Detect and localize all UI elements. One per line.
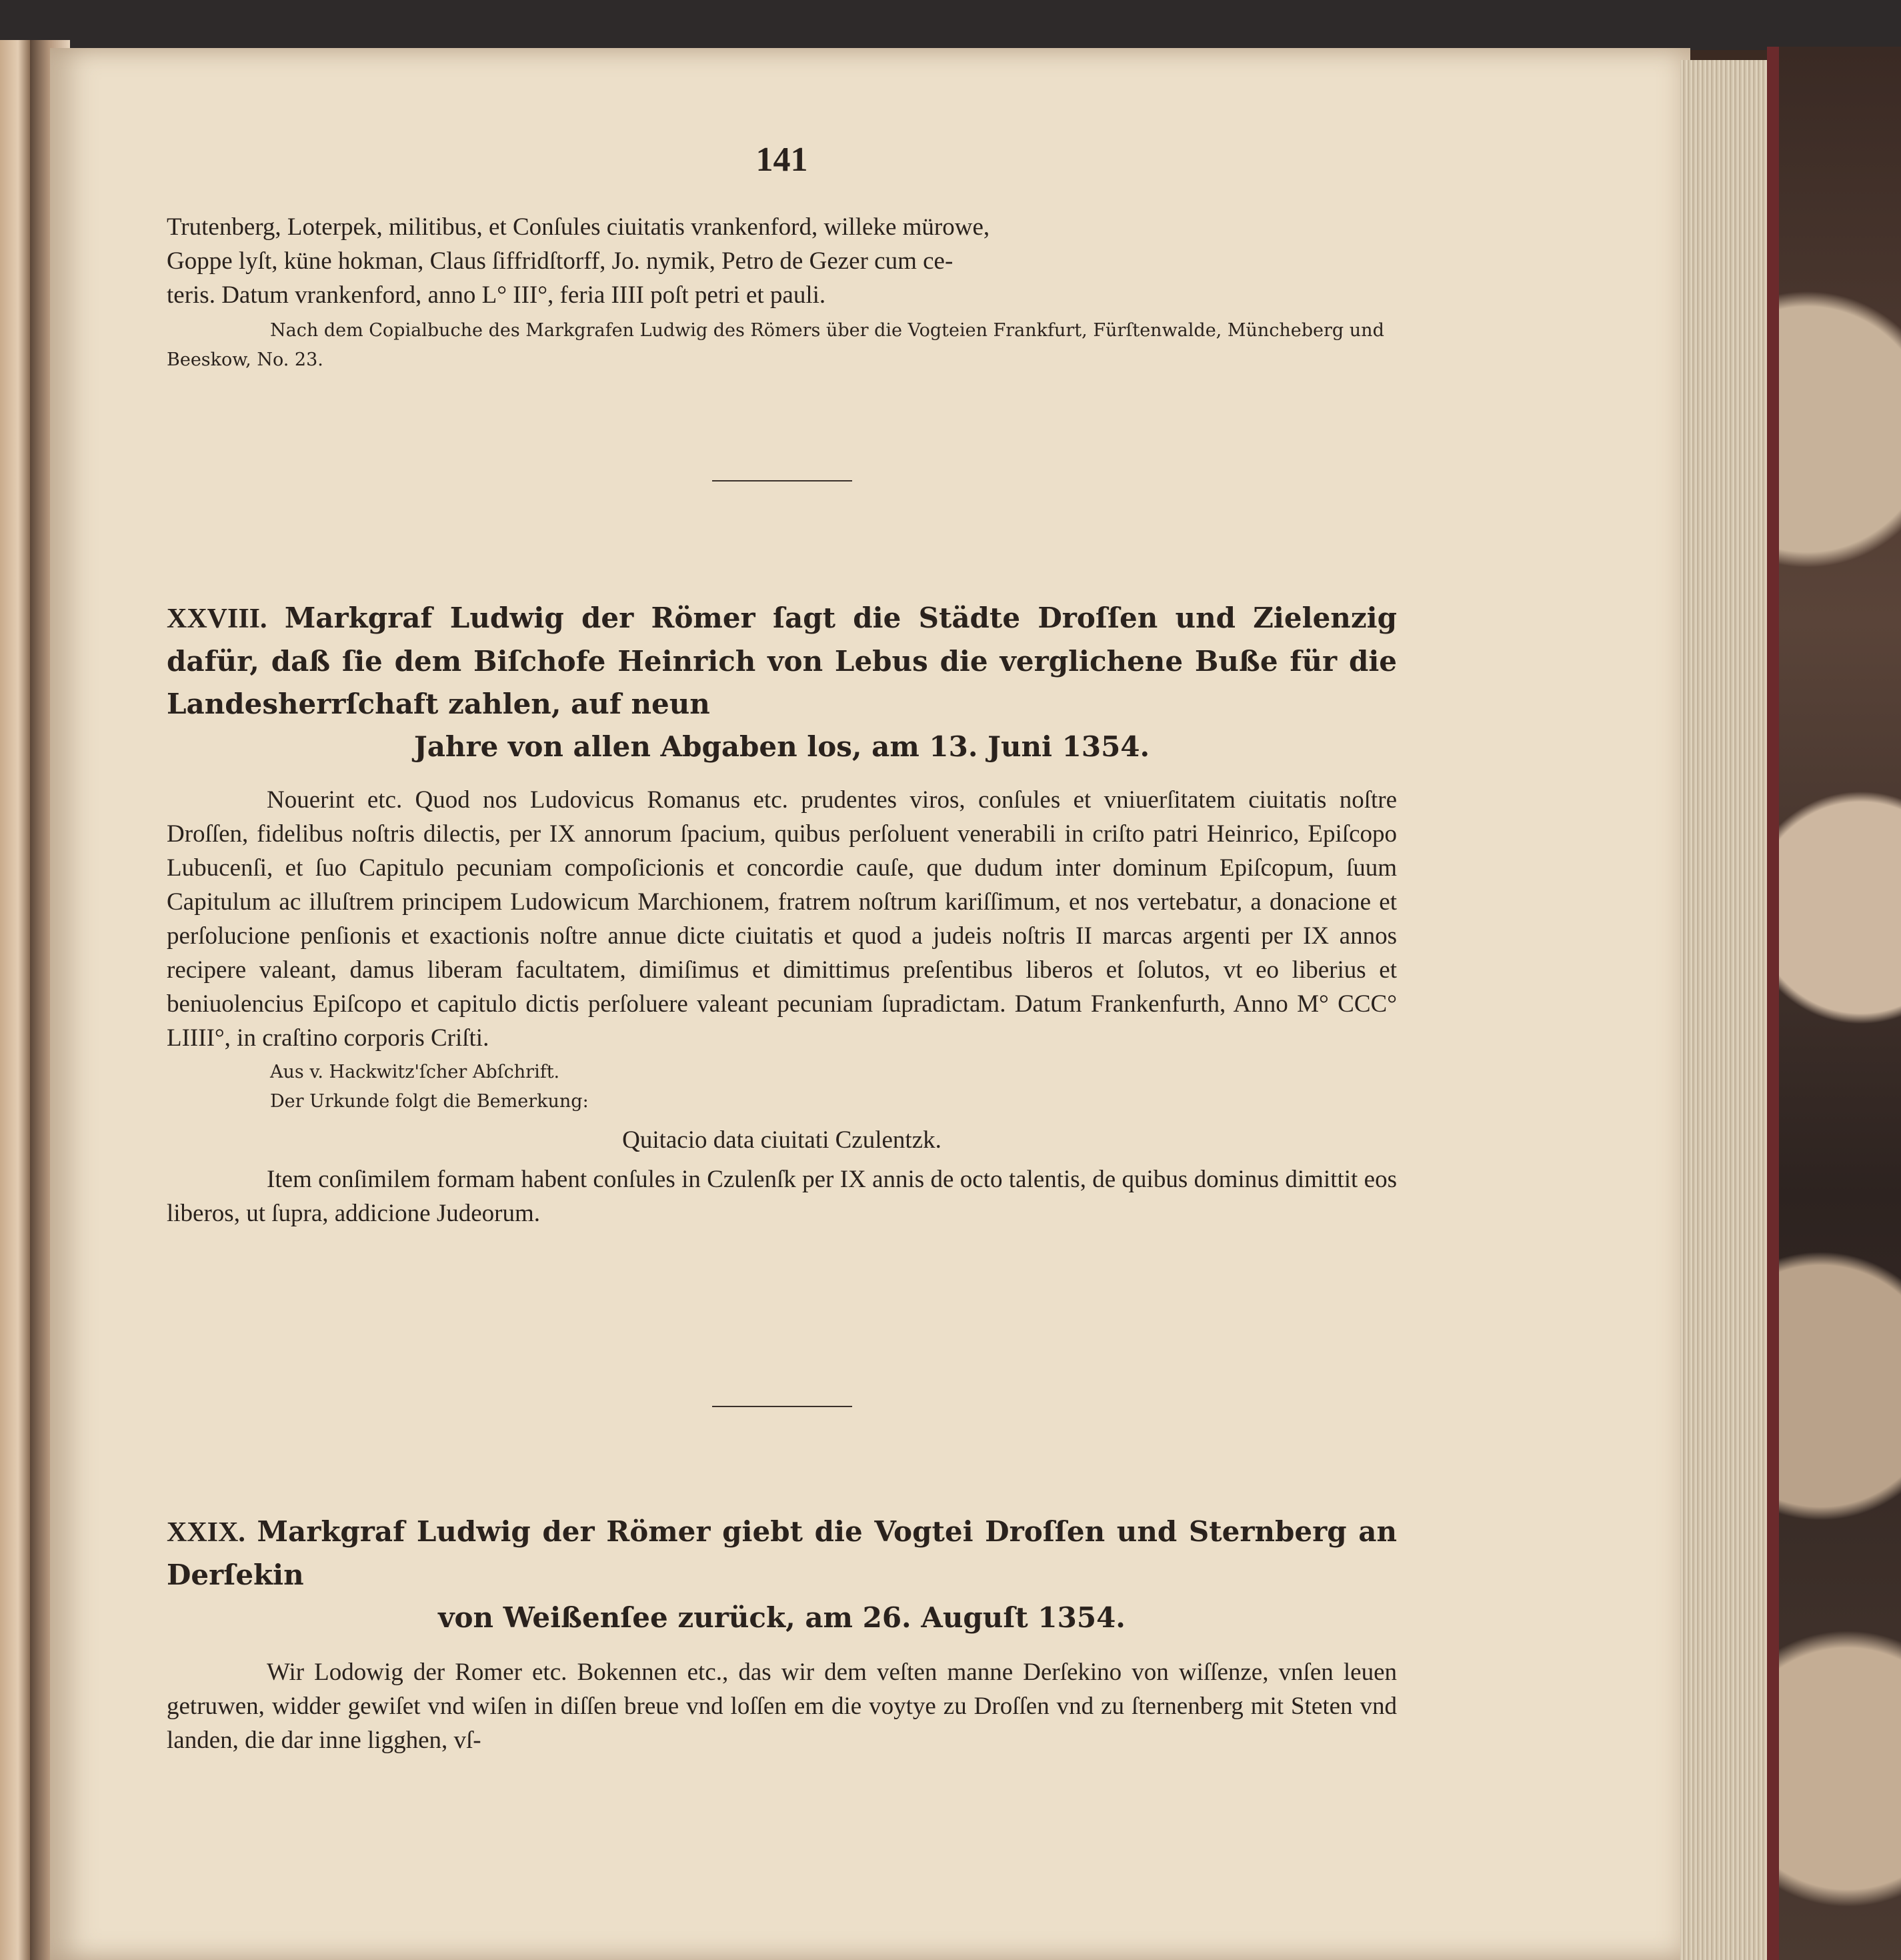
document-29 (167, 1511, 1397, 1757)
left-page-edge (0, 40, 30, 1960)
cover-spine-strip (1767, 47, 1779, 1960)
continuation-line-3: teris. Datum vrankenford, anno L° III°, feria IIII poſt petri et pauli. (167, 281, 826, 309)
continuation-line-1: Trutenberg, Loterpek, militibus, et Conſules ciuitatis vrankenford, willeke mürowe, (167, 213, 990, 241)
page-number: 141 (755, 141, 808, 179)
divider-rule (712, 1406, 852, 1407)
section-divider-1 (167, 480, 1397, 481)
doc29-heading (167, 1511, 1397, 1639)
doc28-title: Markgraf Ludwig der Römer ſagt die Städte Droſſen und Zielenzig dafür, daß ſie dem Biſchofe Heinrich von Lebus die verglichene Buße für die Landesherrſchaft zahlen, auf neun (167, 602, 1397, 720)
doc28-body-2: Item conſimilem formam habent conſules in Czulenſk per IX annis de octo talentis, de quibus dominus dimittit eos liberos, ut ſupra, addicione Judeorum. (167, 1166, 1397, 1227)
doc29-title-last: von Weißenſee zurück, am 26. Auguſt 1354. (438, 1601, 1126, 1634)
doc28-body: Nouerint etc. Quod nos Ludovicus Romanus etc. prudentes viros, conſules et vniuerſitatem ciuitatis noſtre Droſſen, fidelibus noſtris dilectis, per IX annorum ſpacium, quibus perſoluent venerabili in criſto patri Heinrico, Epiſcopo Lubucenſi, et ſuo Capitulo pecuniam compoſicionis et concordie cauſe, que dudum inter dominum Epiſcopum, ſuum Capitulum ac illuſtrem principem Ludowicum Marchionem, fratrem noſtrum kariſſimum, et nos vertebatur, a donacione et perſolucione penſionis et exactionis noſtre annue dicte ciuitatis et quod a judeis noſtris II marcas argenti per IX annos recipere valeant, damus liberam facultatem, dimiſimus et dimittimus preſentibus liberos et ſolutos, vt eo liberius et beniuolencius Epiſcopo et capitulo dictis perſoluere valeant pecuniam ſupradictam. Datum Frankenfurth, Anno M° CCC° LIIII°, in craſtino corporis Criſti. (167, 786, 1397, 1052)
doc28-source: Aus v. Hackwitz'ſcher Abſchrift. (270, 1062, 560, 1082)
scanner-background (0, 0, 1901, 50)
doc28-title-last: Jahre von allen Abgaben los, am 13. Juni 1354. (413, 730, 1150, 763)
doc29-number: XXIX. (167, 1517, 245, 1548)
doc28-subtitle: Quitacio data ciuitati Czulentzk. (622, 1126, 941, 1154)
doc28-number: XXVIII. (167, 604, 267, 634)
page-stack-edges (1680, 60, 1767, 1960)
continuation-line-2: Goppe lyſt, küne hokman, Claus ſiffridſtorff, Jo. nymik, Petro de Gezer cum ce- (167, 247, 954, 275)
marbled-cover (1767, 47, 1901, 1960)
doc29-title: Markgraf Ludwig der Römer giebt die Vogtei Droſſen und Sternberg an Derſekin (167, 1515, 1397, 1591)
doc28-heading (167, 597, 1397, 768)
continuation-block (167, 210, 1397, 375)
doc28-remark: Der Urkunde folgt die Bemerkung: (270, 1091, 589, 1112)
section-divider-2 (167, 1406, 1397, 1407)
doc29-body: Wir Lodowig der Romer etc. Bokennen etc., das wir dem veſten manne Derſekino von wiſſenze, vnſen leuen getruwen, widder gewiſet vnd wiſen in diſſen breue vnd loſſen em die voytye zu Droſſen vnd zu ſternenberg mit Steten vnd landen, die dar inne ligghen, vſ- (167, 1659, 1397, 1754)
continuation-source-note: Nach dem Copialbuche des Markgrafen Ludwig des Römers über die Vogteien Frankfurt, Fürſtenwalde, Müncheberg und Beeskow, No. 23. (167, 320, 1384, 370)
document-28 (167, 597, 1397, 1230)
divider-rule (712, 480, 852, 481)
